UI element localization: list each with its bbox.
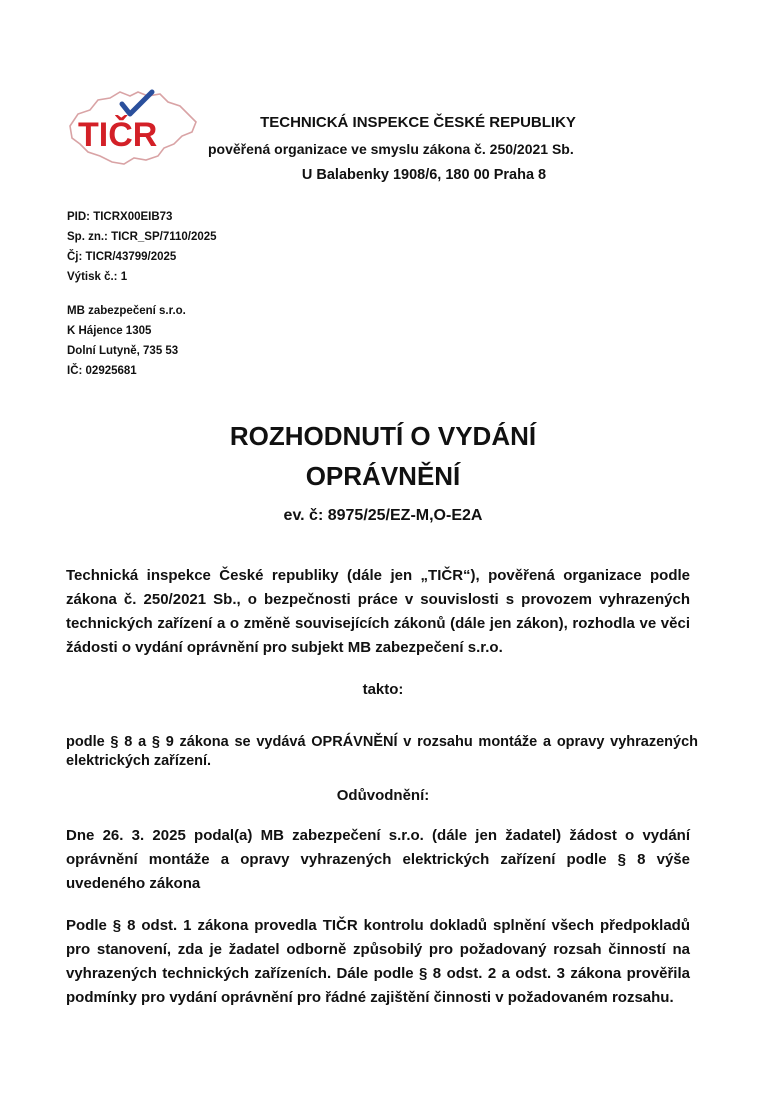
- decision-prefix: podle § 8 a § 9 zákona se vydává: [66, 734, 312, 750]
- recipient-address: [67, 301, 186, 381]
- justification-paragraph-2: Podle § 8 odst. 1 zákona provedla TIČR kontrolu dokladů splnění všech předpokladů pro stanovení, zda je žadatel odborně způsobilý pro požadovaný rozsah činností na vyhrazených technických zařízeních. Dále podle § 8 odst. 2 a odst. 3 zákona prověřila podmínky pro vydání oprávnění pro řádné zajištění činnosti v požadovaném rozsahu.: [66, 917, 690, 1006]
- takto-label: takto:: [362, 681, 404, 698]
- recipient-name: MB zabezpečení s.r.o.: [67, 305, 186, 317]
- letterhead: [200, 110, 600, 188]
- case-number: Sp. zn.: TICR_SP/7110/2025: [67, 231, 217, 243]
- decision-suffix: v rozsahu montáže a opravy vyhrazených elektrických zařízení.: [66, 734, 698, 769]
- recipient-ic: IČ: 02925681: [67, 365, 137, 377]
- decision-paragraph: [66, 733, 698, 771]
- title-line-2: OPRÁVNĚNÍ: [305, 461, 461, 491]
- title-line-1: ROZHODNUTÍ O VYDÁNÍ: [229, 421, 537, 451]
- copy-number: Výtisk č.: 1: [67, 271, 128, 283]
- document-title: [0, 416, 766, 496]
- recipient-city: Dolní Lutyně, 735 53: [67, 345, 179, 357]
- intro-paragraph: Technická inspekce České republiky (dále jen „TIČR“), pověřená organizace podle zákona č. 250/2021 Sb., o bezpečnosti práce v souvislosti s provozem vyhrazených technických zařízení a o změně souvisejících zákonů (dále jen zákon), rozhodla ve věci žádosti o vydání oprávnění pro subjekt MB zabezpečení s.r.o.: [66, 567, 690, 656]
- ticr-logo: [64, 84, 200, 170]
- registration-number: ev. č: 8975/25/EZ-M,O-E2A: [283, 507, 483, 524]
- decision-strong: OPRÁVNĚNÍ: [311, 734, 398, 750]
- recipient-street: K Hájence 1305: [67, 325, 152, 337]
- justification-paragraph-1: Dne 26. 3. 2025 podal(a) MB zabezpečení s.r.o. (dále jen žadatel) žádost o vydání oprávnění montáže a opravy vyhrazených elektrických zařízení podle § 8 výše uvedeného zákona: [66, 827, 690, 892]
- czech-map-logo-icon: [64, 84, 200, 170]
- justification-heading: Odůvodnění:: [336, 787, 430, 804]
- org-name: TECHNICKÁ INSPEKCE ČESKÉ REPUBLIKY: [260, 114, 576, 131]
- org-subtitle: pověřená organizace ve smyslu zákona č. 250/2021 Sb.: [208, 141, 574, 157]
- logo-text: TIČR: [78, 116, 158, 154]
- pid: PID: TICRX00EIB73: [67, 211, 173, 223]
- reference-number: Čj: TICR/43799/2025: [67, 251, 177, 263]
- org-address: U Balabenky 1908/6, 180 00 Praha 8: [301, 167, 547, 183]
- document-identifiers: [67, 207, 217, 287]
